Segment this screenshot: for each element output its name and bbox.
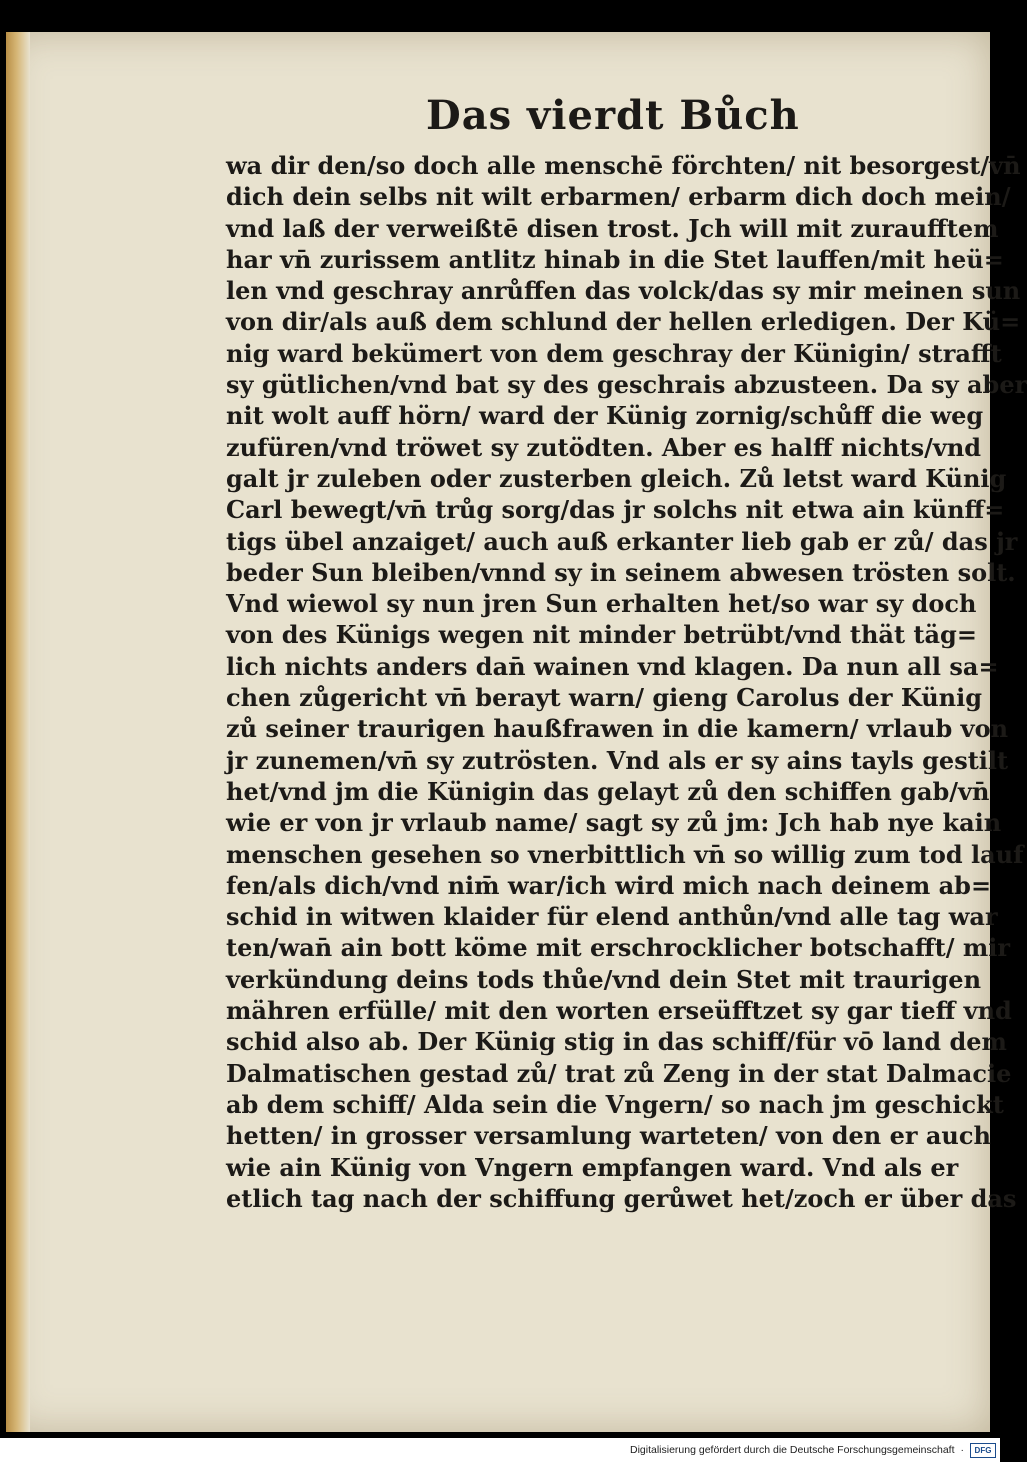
text-line: schid in witwen klaider für elend anthůn/vnd alle tag war xyxy=(226,902,998,932)
text-line: menschen gesehen so vnerbittlich vn̄ so willig zum tod lauf xyxy=(226,839,1024,869)
text-line: tigs übel anzaiget/ auch auß erkanter lieb gab er zů/ das jr xyxy=(226,526,1018,556)
footer-bar xyxy=(0,1438,1000,1462)
text-line: vnd laß der verweißtē disen trost. Jch will mit zuraufftem xyxy=(226,213,999,243)
text-line: dich dein selbs nit wilt erbarmen/ erbarm dich doch mein/ xyxy=(226,182,1011,212)
text-line: mähren erfülle/ mit den worten erseüfftzet sy gar tieff vnd xyxy=(226,996,1012,1026)
text-line: schid also ab. Der Künig stig in das schiff/für vō land dem xyxy=(226,1027,1007,1057)
text-line: chen zůgericht vn̄ berayt warn/ gieng Carolus der Künig xyxy=(226,683,983,713)
text-line: nig ward bekümert von dem geschray der Künigin/ strafft xyxy=(226,338,1002,368)
body-text xyxy=(226,150,1027,1214)
text-line: beder Sun bleiben/vnnd sy in seinem abwesen trösten solt. xyxy=(226,557,1016,587)
running-title: Das vierdt Bůch xyxy=(426,92,800,139)
text-line: zufüren/vnd tröwet sy zutödten. Aber es halff nichts/vnd xyxy=(226,432,982,462)
text-line: wie er von jr vrlaub name/ sagt sy zů jm: Jch hab nye kain xyxy=(226,808,1002,838)
text-line: ab dem schiff/ Alda sein die Vngern/ so nach jm geschickt xyxy=(226,1089,1004,1119)
text-line: Carl bewegt/vn̄ trůg sorg/das jr solchs nit etwa ain künff= xyxy=(226,495,1005,525)
text-line: ten/wan̄ ain bott köme mit erschrocklicher botschafft/ mir xyxy=(226,933,1010,963)
text-line: wie ain Künig von Vngern empfangen ward. Vnd als er xyxy=(226,1152,959,1182)
text-line: jr zunemen/vn̄ sy zutrösten. Vnd als er sy ains tayls gestilt xyxy=(226,745,1009,775)
text-line: galt jr zuleben oder zusterben gleich. Zů letst ward Künig xyxy=(226,463,1007,493)
text-line: etlich tag nach der schiffung gerůwet het/zoch er über das xyxy=(226,1183,1017,1213)
text-line: het/vnd jm die Künigin das gelayt zů den schiffen gab/vn̄ xyxy=(226,776,990,806)
funding-credit: Digitalisierung gefördert durch die Deutsche Forschungsgemeinschaft xyxy=(629,1444,955,1456)
text-line: von des Künigs wegen nit minder betrübt/vnd thät täg= xyxy=(226,620,977,650)
text-line: von dir/als auß dem schlund der hellen erledigen. Der Kü= xyxy=(226,307,1021,337)
text-line: len vnd geschray anrůffen das volck/das sy mir meinen sun xyxy=(226,276,1021,306)
separator-dot: · xyxy=(960,1444,964,1456)
page-edge xyxy=(6,32,30,1432)
dfg-logo-icon: DFG xyxy=(970,1443,996,1458)
text-line: zů seiner traurigen haußfrawen in die kamern/ vrlaub von xyxy=(226,714,1009,744)
text-line: Dalmatischen gestad zů/ trat zů Zeng in der stat Dalmacie xyxy=(226,1058,1012,1088)
text-line: verkündung deins tods thůe/vnd dein Stet mit traurigen xyxy=(226,964,982,994)
text-line: sy gütlichen/vnd bat sy des geschrais abzusteen. Da sy aber xyxy=(226,370,1027,400)
text-line: hetten/ in grosser versamlung warteten/ von den er auch xyxy=(226,1121,991,1151)
text-line: Vnd wiewol sy nun jren Sun erhalten het/so war sy doch xyxy=(226,589,977,619)
book-page xyxy=(6,32,1027,1432)
text-line: nit wolt auff hörn/ ward der Künig zornig/schůff die weg xyxy=(226,401,984,431)
text-line: lich nichts anders dan̄ wainen vnd klagen. Da nun all sa= xyxy=(226,651,999,681)
text-line: har vn̄ zurissem antlitz hinab in die Stet lauffen/mit heü= xyxy=(226,244,1004,274)
text-line: wa dir den/so doch alle menschē förchten/ nit besorgest/vn̄ xyxy=(226,151,1021,180)
text-line: fen/als dich/vnd nim̄ war/ich wird mich nach deinem ab= xyxy=(226,870,992,900)
